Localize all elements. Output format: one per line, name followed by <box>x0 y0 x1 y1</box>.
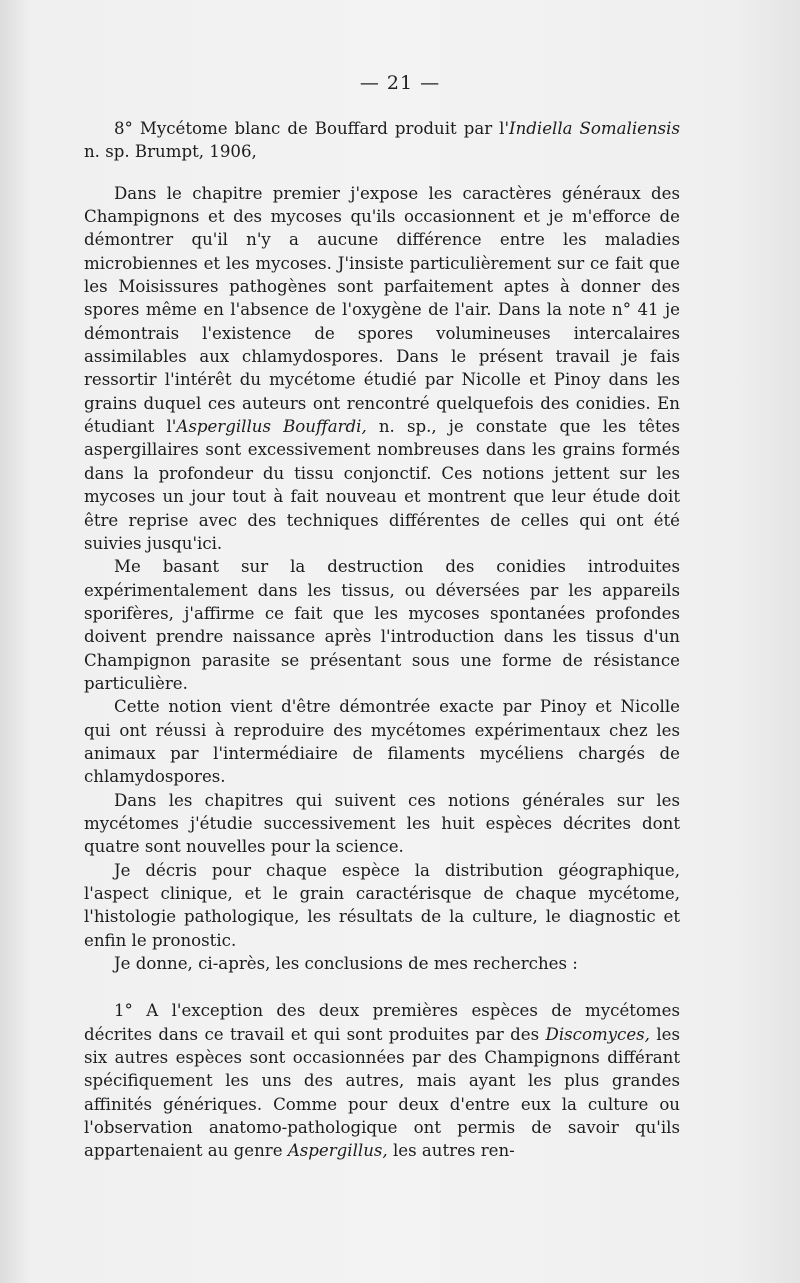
genus-name: Discomyces, <box>545 1024 650 1044</box>
list-item-8 <box>84 117 680 164</box>
text-run: n. sp. Brumpt, 1906, <box>84 142 257 162</box>
species-name: Indiella Somaliensis <box>509 119 680 138</box>
genus-name: Aspergillus, <box>287 1141 388 1161</box>
page-number: — 21 — <box>359 72 441 94</box>
paragraph-conclusions-intro: Je donne, ci-après, les conclusions de mes recherches : <box>114 954 578 974</box>
text-run: Dans le chapitre premier j'expose les caractères généraux des Champignons et des mycoses qu'ils occasionnent et je m'efforce de démontrer qu'il n'y a aucune différence entre les maladies microbiennes et les mycoses. J'insiste particulièrement sur ce fait que les Moisissures pathogènes sont parfaitement aptes à donner des spores même en l'absence de l'oxygène de l'air. Dans la note n° 41 je démontrais l'existence de spores volumineuses intercalaires assimilables aux chlamydospores. Dans le présent travail je fais ressortir l'intérêt du mycétome étudié par Nicolle et Pinoy dans les grains duquel ces auteurs ont rencontré quelquefois des conidies. En étudiant l' <box>84 183 680 437</box>
paragraph-conidia: Me basant sur la destruction des conidies introduites expérimentalement dans les tissus, ou déversées par les appareils sporifères, j'affirme ce fait que les mycoses spontanées profondes doivent prendre naissance après l'introduction dans les tissus d'un Champignon parasite se présentant sous une forme de résistance particulière. <box>84 557 680 693</box>
text-run: les autres ren- <box>387 1141 515 1161</box>
text-run: les six autres espèces sont occasionnées par des Champignons différant spécifiquement les uns des autres, mais ayant les plus grandes affinités génériques. Comme pour deux d'entre eux la culture ou l'observation anatomo-pathologique ont permis de savoir qu'ils appartenaient au genre <box>84 1024 680 1161</box>
text-run: 1° A l'exception des deux premières espèces de mycétomes décrites dans ce travail et qui sont produites par des <box>84 1001 680 1044</box>
list-item-1 <box>84 999 680 1162</box>
text-run: 8° Mycétome blanc de Bouffard produit par l' <box>114 119 510 138</box>
body-text <box>84 117 680 1163</box>
species-name: Aspergillus Bouffardi, <box>176 417 367 437</box>
paragraph-description: Je décris pour chaque espèce la distribution géographique, l'aspect clinique, et le grain caractérisque de chaque mycétome, l'histologie pathologique, les résultats de la culture, le diagnostic et enfin le pronostic. <box>84 860 680 950</box>
paragraph-chapters: Dans les chapitres qui suivent ces notions générales sur les mycétomes j'étudie successivement les huit espèces décrites dont quatre sont nouvelles pour la science. <box>84 790 680 857</box>
paragraph-pinoy-nicolle: Cette notion vient d'être démontrée exacte par Pinoy et Nicolle qui ont réussi à reproduire des mycétomes expérimentaux chez les animaux par l'intermédiaire de filaments mycéliens chargés de chlamydospores. <box>84 697 680 787</box>
text-run: n. sp., je constate que les têtes aspergillaires sont excessivement nombreuses dans les grains formés dans la profondeur du tissu conjonctif. Ces notions jettent sur les mycoses un jour tout à fait nouveau et montrent que leur étude doit être reprise avec des techniques différentes de celles qui ont été suivies jusqu'ici. <box>84 417 680 553</box>
paragraph-chapter-one <box>84 182 680 556</box>
